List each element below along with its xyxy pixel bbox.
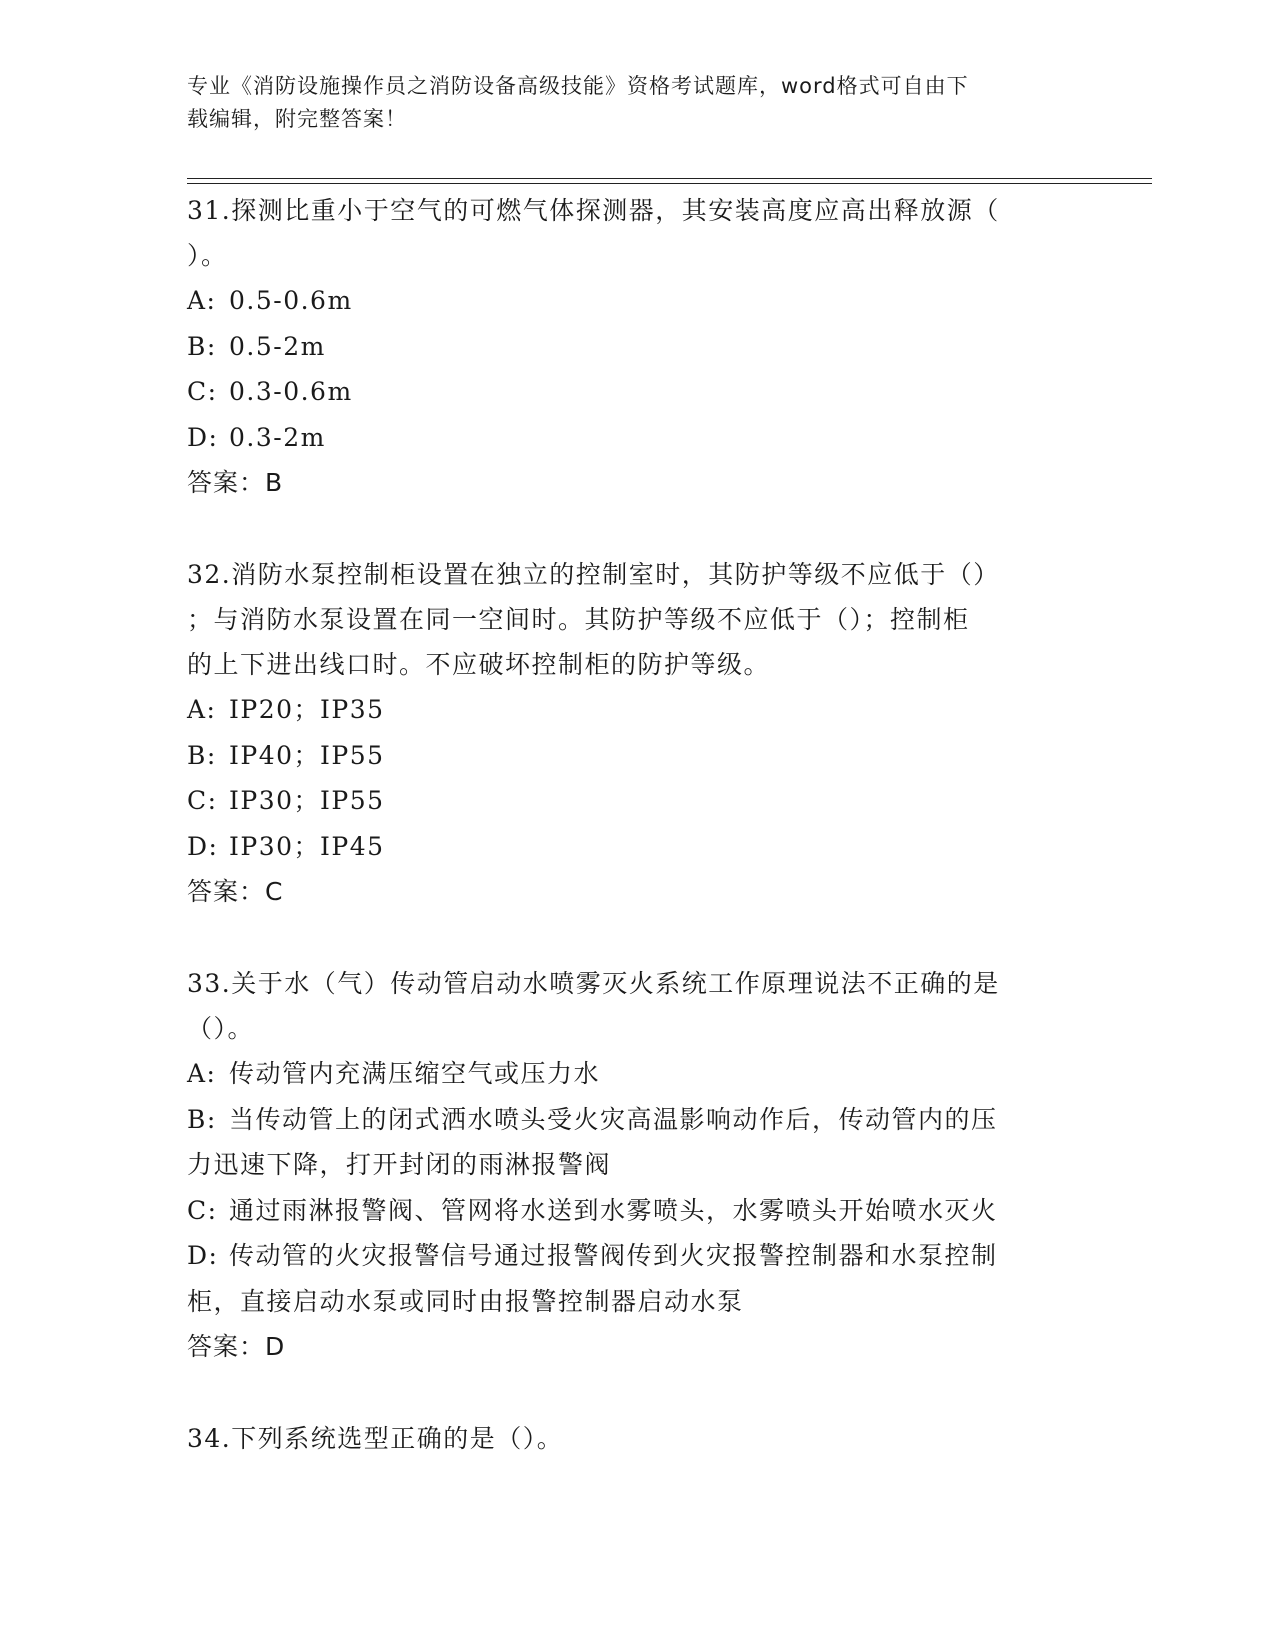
option-text: 0.3-0.6m <box>229 377 353 406</box>
header-divider-bottom <box>187 183 1152 184</box>
option-a <box>187 278 1077 324</box>
option-letter: B: <box>187 1104 217 1134</box>
question-text: 34.下列系统选型正确的是（）。 <box>187 1424 564 1453</box>
option-text: 0.5-0.6m <box>229 286 353 315</box>
question-text: 33.关于水（气）传动管启动水喷雾灭火系统工作原理说法不正确的是 <box>187 969 1000 998</box>
option-letter: D: <box>187 1241 219 1270</box>
question-text: 31.探测比重小于空气的可燃气体探测器，其安装高度应高出释放源（ <box>187 196 1000 225</box>
option-a <box>187 1051 1077 1097</box>
question-text-continued: ；与消防水泵设置在同一空间时。其防护等级不应低于（）；控制柜 <box>187 605 970 634</box>
option-text: 0.3-2m <box>229 422 326 452</box>
option-c <box>187 778 1077 824</box>
option-letter: D: <box>187 831 219 861</box>
header-line-2: 载编辑，附完整答案！ <box>187 107 407 131</box>
option-letter: C: <box>187 1195 218 1225</box>
option-b <box>187 733 1077 779</box>
option-letter: A: <box>187 1059 217 1088</box>
header-divider-top <box>187 178 1152 179</box>
question-31 <box>187 188 1077 505</box>
option-text: IP30；IP45 <box>229 831 385 861</box>
option-c <box>187 369 1077 415</box>
question-33 <box>187 961 1077 1369</box>
option-letter: B: <box>187 740 217 770</box>
spacer <box>187 505 1077 552</box>
option-text: 通过雨淋报警阀、管网将水送到水雾喷头，水雾喷头开始喷水灭火 <box>229 1195 998 1225</box>
option-text: IP20；IP35 <box>229 695 385 724</box>
answer: 答案：B <box>187 468 284 497</box>
option-a <box>187 687 1077 733</box>
option-text: 传动管内充满压缩空气或压力水 <box>229 1059 601 1088</box>
question-text-continued: ）。 <box>187 241 228 270</box>
answer: 答案：C <box>187 877 284 906</box>
question-list <box>187 188 1077 1461</box>
option-b-continued: 力迅速下降，打开封闭的雨淋报警阀 <box>187 1150 612 1179</box>
option-letter: A: <box>187 695 217 724</box>
option-d <box>187 1233 1077 1279</box>
option-text: 当传动管上的闭式洒水喷头受火灾高温影响动作后，传动管内的压 <box>229 1104 998 1134</box>
option-d <box>187 415 1077 461</box>
option-text: 0.5-2m <box>229 331 326 361</box>
question-32 <box>187 552 1077 914</box>
option-letter: C: <box>187 786 218 815</box>
question-34 <box>187 1416 1077 1461</box>
question-text: 32.消防水泵控制柜设置在独立的控制室时，其防护等级不应低于（） <box>187 560 1000 589</box>
option-text: IP40；IP55 <box>229 740 385 770</box>
question-text-continued: 的上下进出线口时。不应破坏控制柜的防护等级。 <box>187 650 771 679</box>
option-d <box>187 824 1077 870</box>
answer: 答案：D <box>187 1332 286 1361</box>
option-letter: C: <box>187 377 218 406</box>
option-b <box>187 324 1077 370</box>
option-text: 传动管的火灾报警信号通过报警阀传到火灾报警控制器和水泵控制 <box>229 1241 998 1270</box>
option-letter: D: <box>187 422 219 452</box>
question-text-continued: （）。 <box>187 1014 255 1043</box>
spacer <box>187 914 1077 961</box>
option-b <box>187 1097 1077 1143</box>
option-d-continued: 柜，直接启动水泵或同时由报警控制器启动水泵 <box>187 1286 744 1316</box>
option-c <box>187 1188 1077 1234</box>
option-letter: B: <box>187 331 217 361</box>
header-line-1: 专业《消防设施操作员之消防设备高级技能》资格考试题库，word格式可自由下 <box>187 74 969 98</box>
spacer <box>187 1369 1077 1416</box>
option-letter: A: <box>187 286 217 315</box>
option-text: IP30；IP55 <box>229 786 385 815</box>
document-header <box>187 70 1067 136</box>
